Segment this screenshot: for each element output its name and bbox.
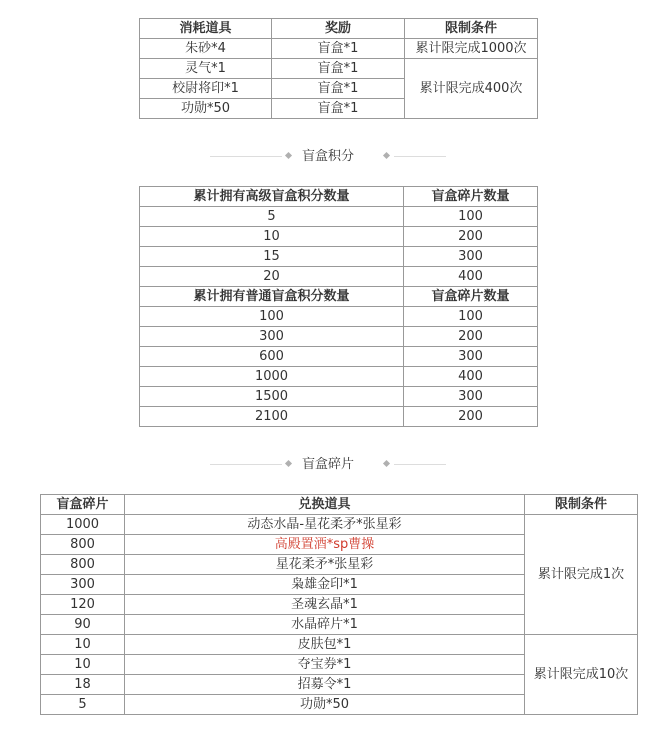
section-divider-blind-box-points [210,149,446,165]
header-fragment-count: 盲盒碎片数量 [404,287,538,307]
fragment-cell: 300 [404,247,538,267]
points-cell: 1000 [140,367,404,387]
cost-cell: 120 [41,595,125,615]
cost-cell: 300 [41,575,125,595]
cost-cell: 1000 [41,515,125,535]
table-row [140,59,538,79]
table-row [140,327,538,347]
header-fragment-cost: 盲盒碎片 [41,495,125,515]
header-fragment-count: 盲盒碎片数量 [404,187,538,207]
consumable-cell: 功勋*50 [140,99,272,119]
cost-cell: 90 [41,615,125,635]
cost-cell: 800 [41,555,125,575]
points-cell: 600 [140,347,404,367]
header-normal-points: 累计拥有普通盲盒积分数量 [140,287,404,307]
table-row [140,207,538,227]
fragment-cell: 200 [404,407,538,427]
fragment-cell: 200 [404,227,538,247]
header-consumable: 消耗道具 [140,19,272,39]
header-exchange-item: 兑换道具 [125,495,525,515]
divider-line-right [394,464,446,465]
item-cell: 星花柔矛*张星彩 [125,555,525,575]
table-row [140,347,538,367]
table-header-row [140,187,538,207]
consumable-cell: 朱砂*4 [140,39,272,59]
item-cell: 动态水晶-星花柔矛*张星彩 [125,515,525,535]
fragment-cell: 200 [404,327,538,347]
fragment-cell: 400 [404,367,538,387]
divider-line-right [394,156,446,157]
section-title: 盲盒碎片 [301,457,354,472]
cost-cell: 10 [41,635,125,655]
table-row [140,39,538,59]
points-fragment-table [139,186,538,427]
fragment-cell: 400 [404,267,538,287]
item-cell: 皮肤包*1 [125,635,525,655]
cost-cell: 5 [41,695,125,715]
fragment-cell: 100 [404,207,538,227]
fragment-cell: 100 [404,307,538,327]
reward-cell: 盲盒*1 [272,99,405,119]
header-limit: 限制条件 [405,19,538,39]
table-row [140,407,538,427]
points-cell: 100 [140,307,404,327]
limit-cell: 累计限完成400次 [405,59,538,119]
points-cell: 20 [140,267,404,287]
limit-cell: 累计限完成10次 [525,635,638,715]
header-reward: 奖励 [272,19,405,39]
cost-cell: 10 [41,655,125,675]
item-cell-highlighted: 高殿置酒*sp曹操 [125,535,525,555]
item-cell: 功勋*50 [125,695,525,715]
section-title: 盲盒积分 [301,149,354,164]
points-cell: 15 [140,247,404,267]
table-row [140,227,538,247]
item-cell: 枭雄金印*1 [125,575,525,595]
table-row [140,387,538,407]
reward-cell: 盲盒*1 [272,59,405,79]
consumable-cell: 灵气*1 [140,59,272,79]
consumable-cell: 校尉将印*1 [140,79,272,99]
section-divider-blind-box-fragments [210,457,446,473]
table-row [41,515,638,535]
limit-cell: 累计限完成1000次 [405,39,538,59]
header-limit: 限制条件 [525,495,638,515]
reward-cell: 盲盒*1 [272,39,405,59]
limit-cell: 累计限完成1次 [525,515,638,635]
cost-cell: 800 [41,535,125,555]
table-header-row [140,287,538,307]
table-row [140,267,538,287]
table-header-row [41,495,638,515]
points-cell: 5 [140,207,404,227]
points-cell: 10 [140,227,404,247]
reward-cell: 盲盒*1 [272,79,405,99]
table-row [41,635,638,655]
fragment-exchange-table [40,494,638,715]
item-cell: 招募令*1 [125,675,525,695]
table-row [140,307,538,327]
table-header-row [140,19,538,39]
fragment-cell: 300 [404,387,538,407]
points-cell: 1500 [140,387,404,407]
points-cell: 2100 [140,407,404,427]
table-row [140,367,538,387]
table-row [140,247,538,267]
item-cell: 圣魂玄晶*1 [125,595,525,615]
item-cell: 夺宝券*1 [125,655,525,675]
points-cell: 300 [140,327,404,347]
consumable-reward-table [139,18,538,119]
header-advanced-points: 累计拥有高级盲盒积分数量 [140,187,404,207]
fragment-cell: 300 [404,347,538,367]
cost-cell: 18 [41,675,125,695]
item-cell: 水晶碎片*1 [125,615,525,635]
